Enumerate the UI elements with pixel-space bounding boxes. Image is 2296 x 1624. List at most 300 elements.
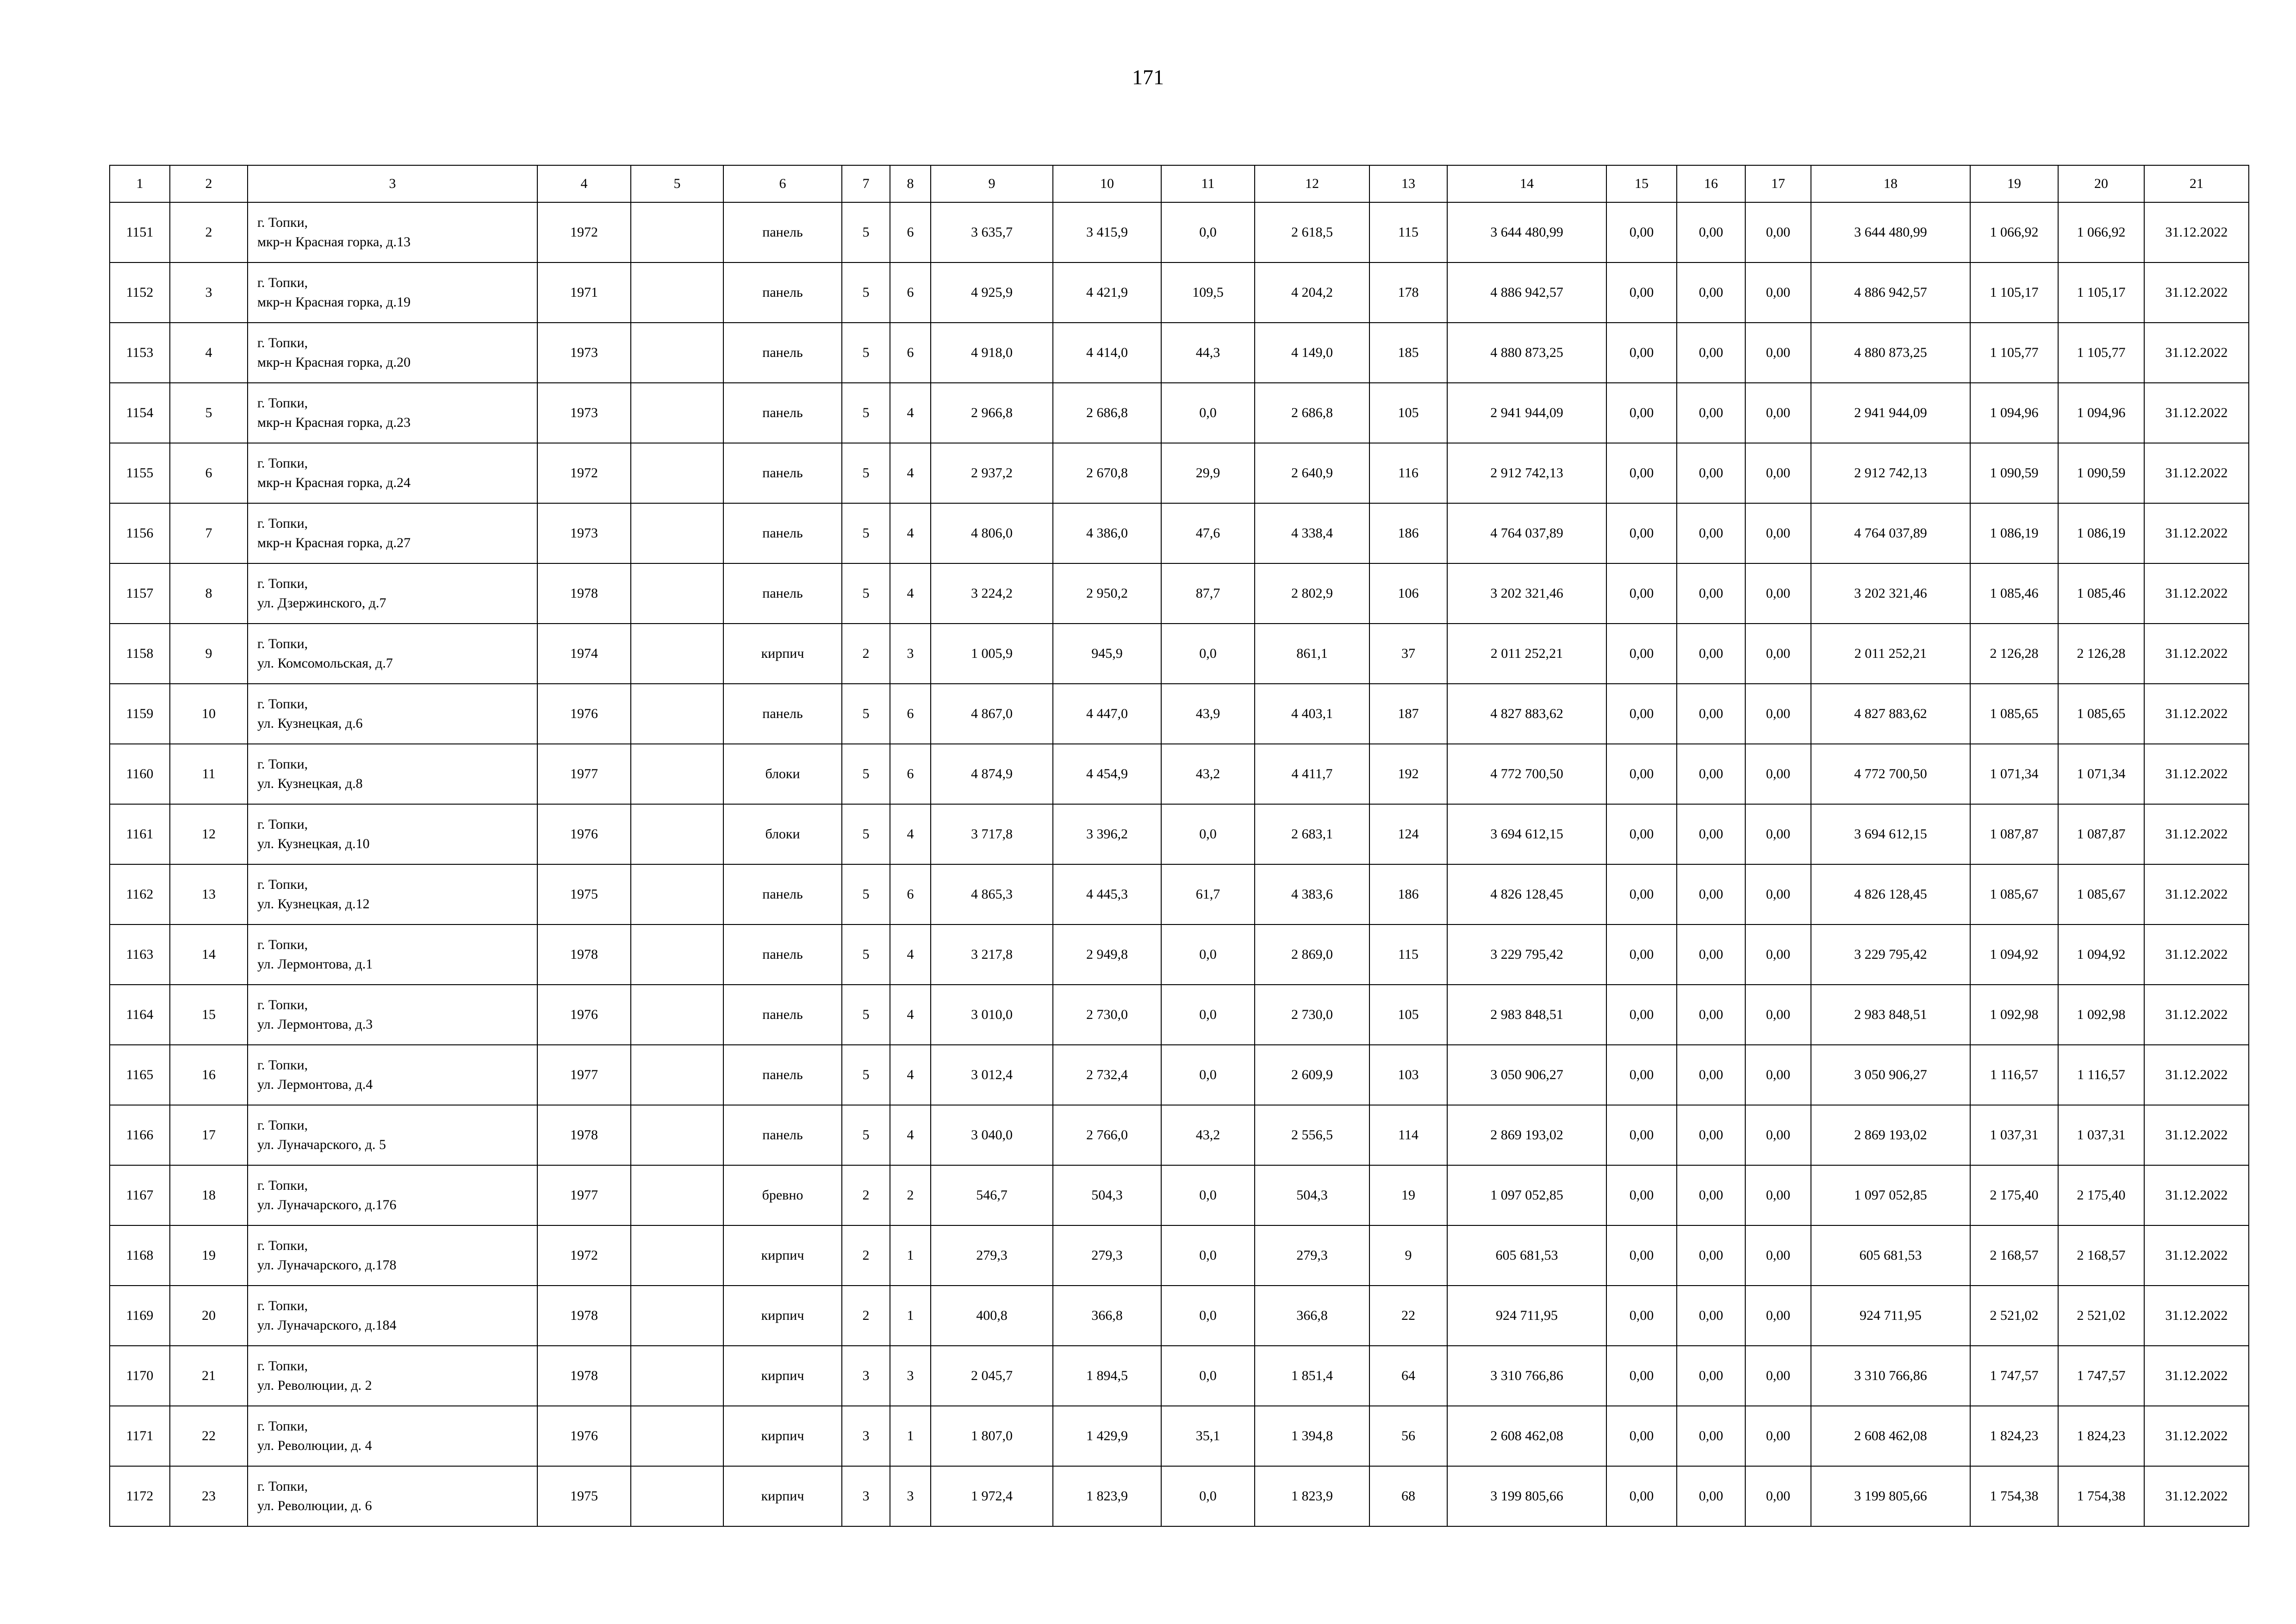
residents-cell: 178: [1369, 262, 1447, 323]
total-area-cell: 1 807,0: [931, 1406, 1053, 1466]
row-index-cell: 9: [170, 624, 248, 684]
floors-cell: 3: [842, 1406, 890, 1466]
row-index-cell: 14: [170, 924, 248, 985]
address-street: ул. Кузнецкая, д.6: [257, 716, 363, 731]
column-number-header: 4: [537, 165, 631, 202]
col19-value-cell: 1 094,92: [1970, 924, 2058, 985]
entrances-cell: 6: [890, 684, 931, 744]
col17-value-cell: 0,00: [1745, 1406, 1811, 1466]
col19-value-cell: 2 126,28: [1970, 624, 2058, 684]
record-number-cell: 1152: [110, 262, 170, 323]
table-row: [110, 1225, 2249, 1286]
total-area-cell: 3 040,0: [931, 1105, 1053, 1165]
nonliving-area-cell: 43,2: [1161, 1105, 1255, 1165]
address-street: мкр-н Красная горка, д.19: [257, 294, 411, 310]
living-area-cell: 4 447,0: [1053, 684, 1161, 744]
row-index-cell: 11: [170, 744, 248, 804]
wall-material-cell: панель: [723, 323, 842, 383]
wall-material-cell: панель: [723, 864, 842, 924]
floors-cell: 2: [842, 1165, 890, 1225]
table-row: [110, 624, 2249, 684]
floors-cell: 3: [842, 1466, 890, 1526]
wall-material-cell: бревно: [723, 1165, 842, 1225]
address-city: г. Топки,: [257, 1418, 308, 1434]
living-area-cell: 279,3: [1053, 1225, 1161, 1286]
col19-value-cell: 2 175,40: [1970, 1165, 2058, 1225]
planned-date-cell: 31.12.2022: [2144, 1165, 2249, 1225]
col16-value-cell: 0,00: [1677, 1225, 1745, 1286]
col19-value-cell: 1 094,96: [1970, 383, 2058, 443]
record-number-cell: 1155: [110, 443, 170, 503]
residents-cell: 115: [1369, 202, 1447, 262]
entrances-cell: 4: [890, 383, 931, 443]
nonliving-area-cell: 0,0: [1161, 202, 1255, 262]
col12-value-cell: 4 383,6: [1255, 864, 1369, 924]
nonliving-area-cell: 0,0: [1161, 924, 1255, 985]
living-area-cell: 4 421,9: [1053, 262, 1161, 323]
col17-value-cell: 0,00: [1745, 985, 1811, 1045]
living-area-cell: 2 730,0: [1053, 985, 1161, 1045]
col15-value-cell: 0,00: [1606, 864, 1677, 924]
nonliving-area-cell: 0,0: [1161, 383, 1255, 443]
col18-value-cell: 4 772 700,50: [1811, 744, 1970, 804]
planned-date-cell: 31.12.2022: [2144, 864, 2249, 924]
floors-cell: 5: [842, 383, 890, 443]
col18-value-cell: 4 764 037,89: [1811, 503, 1970, 563]
residents-cell: 64: [1369, 1346, 1447, 1406]
table-row: [110, 563, 2249, 624]
living-area-cell: 4 445,3: [1053, 864, 1161, 924]
table-row: [110, 1286, 2249, 1346]
address-cell: [248, 1045, 537, 1105]
col17-value-cell: 0,00: [1745, 804, 1811, 864]
col5-value-cell: [631, 323, 723, 383]
col18-value-cell: 2 941 944,09: [1811, 383, 1970, 443]
address-street: ул. Революции, д. 6: [257, 1498, 372, 1513]
row-index-cell: 16: [170, 1045, 248, 1105]
address-city: г. Топки,: [257, 215, 308, 230]
residents-cell: 22: [1369, 1286, 1447, 1346]
total-cost-cell: 4 764 037,89: [1447, 503, 1606, 563]
col12-value-cell: 2 618,5: [1255, 202, 1369, 262]
row-index-cell: 3: [170, 262, 248, 323]
nonliving-area-cell: 109,5: [1161, 262, 1255, 323]
nonliving-area-cell: 0,0: [1161, 1225, 1255, 1286]
address-street: ул. Комсомольская, д.7: [257, 656, 393, 671]
table-row: [110, 985, 2249, 1045]
total-cost-cell: 4 826 128,45: [1447, 864, 1606, 924]
col15-value-cell: 0,00: [1606, 1466, 1677, 1526]
address-city: г. Топки,: [257, 1479, 308, 1494]
col18-value-cell: 4 880 873,25: [1811, 323, 1970, 383]
address-cell: [248, 985, 537, 1045]
col5-value-cell: [631, 563, 723, 624]
row-index-cell: 20: [170, 1286, 248, 1346]
floors-cell: 5: [842, 323, 890, 383]
column-number-header: 15: [1606, 165, 1677, 202]
nonliving-area-cell: 43,9: [1161, 684, 1255, 744]
residents-cell: 115: [1369, 924, 1447, 985]
address-cell: [248, 1406, 537, 1466]
address-cell: [248, 684, 537, 744]
col18-value-cell: 3 050 906,27: [1811, 1045, 1970, 1105]
col15-value-cell: 0,00: [1606, 262, 1677, 323]
year-built-cell: 1978: [537, 1105, 631, 1165]
record-number-cell: 1159: [110, 684, 170, 744]
year-built-cell: 1972: [537, 1225, 631, 1286]
nonliving-area-cell: 47,6: [1161, 503, 1255, 563]
wall-material-cell: панель: [723, 262, 842, 323]
floors-cell: 5: [842, 985, 890, 1045]
row-index-cell: 8: [170, 563, 248, 624]
address-cell: [248, 924, 537, 985]
row-index-cell: 7: [170, 503, 248, 563]
floors-cell: 3: [842, 1346, 890, 1406]
address-city: г. Топки,: [257, 1358, 308, 1374]
total-cost-cell: 2 912 742,13: [1447, 443, 1606, 503]
col18-value-cell: 2 869 193,02: [1811, 1105, 1970, 1165]
wall-material-cell: кирпич: [723, 1225, 842, 1286]
col18-value-cell: 2 011 252,21: [1811, 624, 1970, 684]
col12-value-cell: 4 149,0: [1255, 323, 1369, 383]
planned-date-cell: 31.12.2022: [2144, 1105, 2249, 1165]
total-area-cell: 3 717,8: [931, 804, 1053, 864]
entrances-cell: 4: [890, 503, 931, 563]
planned-date-cell: 31.12.2022: [2144, 1346, 2249, 1406]
col16-value-cell: 0,00: [1677, 1045, 1745, 1105]
col17-value-cell: 0,00: [1745, 1225, 1811, 1286]
address-city: г. Топки,: [257, 817, 308, 832]
total-area-cell: 546,7: [931, 1165, 1053, 1225]
address-city: г. Топки,: [257, 275, 308, 290]
floors-cell: 2: [842, 1286, 890, 1346]
col17-value-cell: 0,00: [1745, 1165, 1811, 1225]
col17-value-cell: 0,00: [1745, 383, 1811, 443]
col5-value-cell: [631, 684, 723, 744]
col18-value-cell: 3 310 766,86: [1811, 1346, 1970, 1406]
col17-value-cell: 0,00: [1745, 864, 1811, 924]
column-number-header: 12: [1255, 165, 1369, 202]
col15-value-cell: 0,00: [1606, 323, 1677, 383]
record-number-cell: 1158: [110, 624, 170, 684]
col18-value-cell: 1 097 052,85: [1811, 1165, 1970, 1225]
year-built-cell: 1978: [537, 924, 631, 985]
entrances-cell: 4: [890, 985, 931, 1045]
col15-value-cell: 0,00: [1606, 744, 1677, 804]
year-built-cell: 1975: [537, 1466, 631, 1526]
year-built-cell: 1974: [537, 624, 631, 684]
address-street: ул. Революции, д. 2: [257, 1378, 372, 1393]
total-area-cell: 4 925,9: [931, 262, 1053, 323]
address-street: мкр-н Красная горка, д.27: [257, 535, 411, 550]
address-cell: [248, 744, 537, 804]
residents-cell: 114: [1369, 1105, 1447, 1165]
address-cell: [248, 864, 537, 924]
col5-value-cell: [631, 262, 723, 323]
col12-value-cell: 504,3: [1255, 1165, 1369, 1225]
col15-value-cell: 0,00: [1606, 985, 1677, 1045]
total-cost-cell: 3 199 805,66: [1447, 1466, 1606, 1526]
col20-value-cell: 1 085,67: [2058, 864, 2144, 924]
residents-cell: 124: [1369, 804, 1447, 864]
record-number-cell: 1162: [110, 864, 170, 924]
year-built-cell: 1973: [537, 383, 631, 443]
col18-value-cell: 2 912 742,13: [1811, 443, 1970, 503]
col19-value-cell: 1 071,34: [1970, 744, 2058, 804]
total-cost-cell: 3 310 766,86: [1447, 1346, 1606, 1406]
record-number-cell: 1168: [110, 1225, 170, 1286]
col18-value-cell: 605 681,53: [1811, 1225, 1970, 1286]
address-street: ул. Революции, д. 4: [257, 1438, 372, 1453]
planned-date-cell: 31.12.2022: [2144, 1045, 2249, 1105]
address-cell: [248, 1466, 537, 1526]
col5-value-cell: [631, 1165, 723, 1225]
column-number-header: 21: [2144, 165, 2249, 202]
year-built-cell: 1977: [537, 744, 631, 804]
col16-value-cell: 0,00: [1677, 1346, 1745, 1406]
col5-value-cell: [631, 924, 723, 985]
nonliving-area-cell: 0,0: [1161, 1045, 1255, 1105]
residents-cell: 19: [1369, 1165, 1447, 1225]
floors-cell: 5: [842, 443, 890, 503]
address-city: г. Топки,: [257, 1238, 308, 1253]
row-index-cell: 12: [170, 804, 248, 864]
record-number-cell: 1169: [110, 1286, 170, 1346]
col5-value-cell: [631, 503, 723, 563]
total-area-cell: 4 874,9: [931, 744, 1053, 804]
planned-date-cell: 31.12.2022: [2144, 1225, 2249, 1286]
address-cell: [248, 563, 537, 624]
residents-cell: 105: [1369, 383, 1447, 443]
record-number-cell: 1164: [110, 985, 170, 1045]
col12-value-cell: 4 411,7: [1255, 744, 1369, 804]
column-number-header: 18: [1811, 165, 1970, 202]
year-built-cell: 1973: [537, 323, 631, 383]
table-row: [110, 1406, 2249, 1466]
living-area-cell: 2 732,4: [1053, 1045, 1161, 1105]
col20-value-cell: 1 085,46: [2058, 563, 2144, 624]
year-built-cell: 1975: [537, 864, 631, 924]
col19-value-cell: 2 168,57: [1970, 1225, 2058, 1286]
col19-value-cell: 1 105,77: [1970, 323, 2058, 383]
address-street: ул. Лермонтова, д.1: [257, 956, 373, 972]
col17-value-cell: 0,00: [1745, 563, 1811, 624]
col18-value-cell: 3 199 805,66: [1811, 1466, 1970, 1526]
entrances-cell: 6: [890, 323, 931, 383]
planned-date-cell: 31.12.2022: [2144, 383, 2249, 443]
entrances-cell: 4: [890, 443, 931, 503]
residents-cell: 116: [1369, 443, 1447, 503]
table-row: [110, 1045, 2249, 1105]
wall-material-cell: панель: [723, 1105, 842, 1165]
year-built-cell: 1977: [537, 1165, 631, 1225]
col19-value-cell: 1 747,57: [1970, 1346, 2058, 1406]
col12-value-cell: 4 204,2: [1255, 262, 1369, 323]
total-area-cell: 1 972,4: [931, 1466, 1053, 1526]
col16-value-cell: 0,00: [1677, 804, 1745, 864]
col16-value-cell: 0,00: [1677, 624, 1745, 684]
total-cost-cell: 924 711,95: [1447, 1286, 1606, 1346]
column-number-header: 6: [723, 165, 842, 202]
year-built-cell: 1972: [537, 202, 631, 262]
total-area-cell: 2 966,8: [931, 383, 1053, 443]
col12-value-cell: 2 640,9: [1255, 443, 1369, 503]
col5-value-cell: [631, 443, 723, 503]
address-cell: [248, 1286, 537, 1346]
wall-material-cell: панель: [723, 503, 842, 563]
record-number-cell: 1160: [110, 744, 170, 804]
address-street: ул. Кузнецкая, д.12: [257, 896, 370, 912]
total-area-cell: 3 635,7: [931, 202, 1053, 262]
col18-value-cell: 4 886 942,57: [1811, 262, 1970, 323]
total-cost-cell: 4 886 942,57: [1447, 262, 1606, 323]
living-area-cell: 2 686,8: [1053, 383, 1161, 443]
nonliving-area-cell: 35,1: [1161, 1406, 1255, 1466]
col5-value-cell: [631, 1406, 723, 1466]
total-area-cell: 3 012,4: [931, 1045, 1053, 1105]
col20-value-cell: 1 092,98: [2058, 985, 2144, 1045]
row-index-cell: 19: [170, 1225, 248, 1286]
col19-value-cell: 1 116,57: [1970, 1045, 2058, 1105]
wall-material-cell: кирпич: [723, 1346, 842, 1406]
record-number-cell: 1167: [110, 1165, 170, 1225]
total-cost-cell: 2 869 193,02: [1447, 1105, 1606, 1165]
col12-value-cell: 2 686,8: [1255, 383, 1369, 443]
col16-value-cell: 0,00: [1677, 1406, 1745, 1466]
record-number-cell: 1154: [110, 383, 170, 443]
address-city: г. Топки,: [257, 756, 308, 772]
total-area-cell: 3 217,8: [931, 924, 1053, 985]
col16-value-cell: 0,00: [1677, 262, 1745, 323]
total-cost-cell: 3 050 906,27: [1447, 1045, 1606, 1105]
floors-cell: 5: [842, 262, 890, 323]
col18-value-cell: 2 983 848,51: [1811, 985, 1970, 1045]
col16-value-cell: 0,00: [1677, 323, 1745, 383]
table-row: [110, 864, 2249, 924]
record-number-cell: 1157: [110, 563, 170, 624]
entrances-cell: 3: [890, 624, 931, 684]
total-cost-cell: 3 229 795,42: [1447, 924, 1606, 985]
living-area-cell: 1 823,9: [1053, 1466, 1161, 1526]
col19-value-cell: 1 090,59: [1970, 443, 2058, 503]
col19-value-cell: 1 037,31: [1970, 1105, 2058, 1165]
year-built-cell: 1972: [537, 443, 631, 503]
registry-table: [109, 165, 2249, 1527]
address-cell: [248, 262, 537, 323]
planned-date-cell: 31.12.2022: [2144, 624, 2249, 684]
col20-value-cell: 1 037,31: [2058, 1105, 2144, 1165]
address-street: ул. Луначарского, д.178: [257, 1257, 397, 1273]
col12-value-cell: 279,3: [1255, 1225, 1369, 1286]
living-area-cell: 504,3: [1053, 1165, 1161, 1225]
col16-value-cell: 0,00: [1677, 1286, 1745, 1346]
address-city: г. Топки,: [257, 1178, 308, 1193]
col19-value-cell: 1 754,38: [1970, 1466, 2058, 1526]
entrances-cell: 2: [890, 1165, 931, 1225]
planned-date-cell: 31.12.2022: [2144, 443, 2249, 503]
floors-cell: 5: [842, 563, 890, 624]
col18-value-cell: 924 711,95: [1811, 1286, 1970, 1346]
address-street: ул. Луначарского, д.176: [257, 1197, 397, 1212]
entrances-cell: 6: [890, 744, 931, 804]
nonliving-area-cell: 0,0: [1161, 1466, 1255, 1526]
total-area-cell: 3 010,0: [931, 985, 1053, 1045]
address-cell: [248, 202, 537, 262]
row-index-cell: 17: [170, 1105, 248, 1165]
address-cell: [248, 383, 537, 443]
address-cell: [248, 323, 537, 383]
total-area-cell: 4 806,0: [931, 503, 1053, 563]
planned-date-cell: 31.12.2022: [2144, 323, 2249, 383]
living-area-cell: 2 949,8: [1053, 924, 1161, 985]
col5-value-cell: [631, 1225, 723, 1286]
floors-cell: 5: [842, 744, 890, 804]
col19-value-cell: 1 085,67: [1970, 864, 2058, 924]
wall-material-cell: панель: [723, 924, 842, 985]
nonliving-area-cell: 0,0: [1161, 985, 1255, 1045]
col12-value-cell: 861,1: [1255, 624, 1369, 684]
nonliving-area-cell: 0,0: [1161, 1165, 1255, 1225]
planned-date-cell: 31.12.2022: [2144, 804, 2249, 864]
col16-value-cell: 0,00: [1677, 744, 1745, 804]
total-cost-cell: 4 880 873,25: [1447, 323, 1606, 383]
entrances-cell: 6: [890, 202, 931, 262]
record-number-cell: 1171: [110, 1406, 170, 1466]
address-cell: [248, 624, 537, 684]
column-number-header: 14: [1447, 165, 1606, 202]
header-row: [110, 165, 2249, 202]
col18-value-cell: 3 644 480,99: [1811, 202, 1970, 262]
total-cost-cell: 2 941 944,09: [1447, 383, 1606, 443]
column-number-header: 13: [1369, 165, 1447, 202]
address-cell: [248, 804, 537, 864]
column-number-header: 20: [2058, 165, 2144, 202]
col12-value-cell: 2 869,0: [1255, 924, 1369, 985]
col19-value-cell: 1 824,23: [1970, 1406, 2058, 1466]
record-number-cell: 1172: [110, 1466, 170, 1526]
table-row: [110, 262, 2249, 323]
wall-material-cell: блоки: [723, 804, 842, 864]
table-row: [110, 1105, 2249, 1165]
year-built-cell: 1971: [537, 262, 631, 323]
col15-value-cell: 0,00: [1606, 1286, 1677, 1346]
address-city: г. Топки,: [257, 997, 308, 1012]
residents-cell: 103: [1369, 1045, 1447, 1105]
col5-value-cell: [631, 1105, 723, 1165]
col16-value-cell: 0,00: [1677, 443, 1745, 503]
column-number-header: 5: [631, 165, 723, 202]
col16-value-cell: 0,00: [1677, 924, 1745, 985]
table-row: [110, 383, 2249, 443]
residents-cell: 105: [1369, 985, 1447, 1045]
record-number-cell: 1165: [110, 1045, 170, 1105]
floors-cell: 5: [842, 1045, 890, 1105]
nonliving-area-cell: 0,0: [1161, 624, 1255, 684]
living-area-cell: 1 429,9: [1053, 1406, 1161, 1466]
col12-value-cell: 1 823,9: [1255, 1466, 1369, 1526]
table-row: [110, 924, 2249, 985]
col18-value-cell: 3 202 321,46: [1811, 563, 1970, 624]
col18-value-cell: 4 826 128,45: [1811, 864, 1970, 924]
residents-cell: 106: [1369, 563, 1447, 624]
living-area-cell: 4 386,0: [1053, 503, 1161, 563]
record-number-cell: 1166: [110, 1105, 170, 1165]
col20-value-cell: 1 085,65: [2058, 684, 2144, 744]
col16-value-cell: 0,00: [1677, 1466, 1745, 1526]
wall-material-cell: панель: [723, 202, 842, 262]
col17-value-cell: 0,00: [1745, 684, 1811, 744]
year-built-cell: 1976: [537, 985, 631, 1045]
